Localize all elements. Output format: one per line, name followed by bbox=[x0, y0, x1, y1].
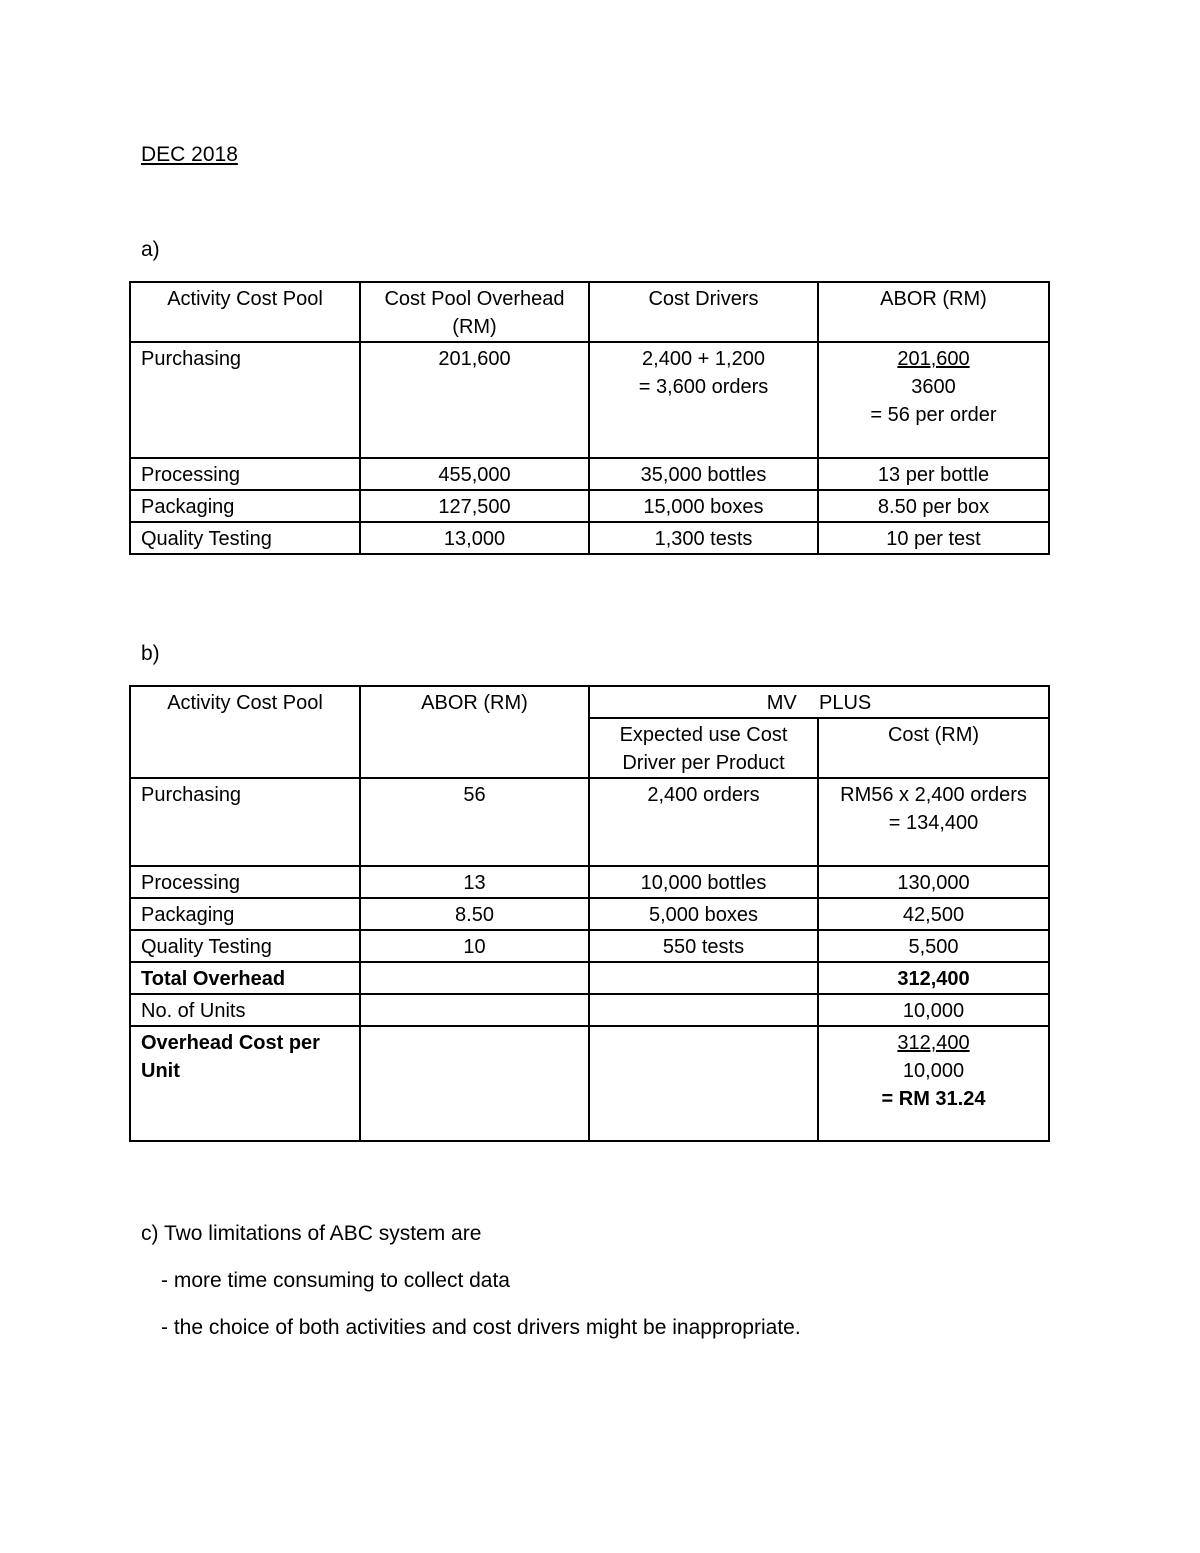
row-overhead: 13,000 bbox=[360, 522, 589, 554]
abor-numerator: 201,600 bbox=[897, 348, 970, 370]
per-unit-numerator: 312,400 bbox=[897, 1032, 970, 1054]
per-unit-row bbox=[130, 1026, 1049, 1141]
row-name: Processing bbox=[130, 458, 360, 490]
per-unit-denominator: 10,000 bbox=[902, 1060, 965, 1082]
empty-cell bbox=[589, 994, 818, 1026]
row-abor: 8.50 per box bbox=[818, 490, 1049, 522]
total-overhead-value: 312,400 bbox=[818, 962, 1049, 994]
row-driver: 15,000 boxes bbox=[589, 490, 818, 522]
abor-denominator: 3600 bbox=[911, 376, 956, 398]
table-row bbox=[130, 930, 1049, 962]
header-expected-use: Expected use Cost Driver per Product bbox=[589, 718, 818, 778]
row-name: Purchasing bbox=[130, 342, 360, 458]
table-row bbox=[130, 490, 1049, 522]
part-a-label: a) bbox=[141, 238, 160, 261]
empty-cell bbox=[360, 994, 589, 1026]
cost-result: = 134,400 bbox=[888, 812, 979, 834]
per-unit-value bbox=[818, 1026, 1049, 1141]
row-driver bbox=[589, 342, 818, 458]
page-title: DEC 2018 bbox=[141, 143, 238, 166]
total-overhead-row bbox=[130, 962, 1049, 994]
row-overhead: 201,600 bbox=[360, 342, 589, 458]
cost-calculation: RM56 x 2,400 orders bbox=[840, 784, 1027, 806]
header-cost: Cost (RM) bbox=[818, 718, 1049, 778]
header-abor: ABOR (RM) bbox=[818, 282, 1049, 342]
row-overhead: 455,000 bbox=[360, 458, 589, 490]
row-name: Quality Testing bbox=[130, 522, 360, 554]
empty-cell bbox=[360, 962, 589, 994]
row-name: Packaging bbox=[130, 898, 360, 930]
header-activity-cost-pool: Activity Cost Pool bbox=[130, 686, 360, 778]
total-overhead-label: Total Overhead bbox=[130, 962, 360, 994]
header-product-name: MV PLUS bbox=[589, 686, 1049, 718]
limitation-item: - more time consuming to collect data bbox=[161, 1269, 510, 1292]
per-unit-result: = RM 31.24 bbox=[881, 1088, 986, 1110]
table-row bbox=[130, 778, 1049, 866]
units-label: No. of Units bbox=[130, 994, 360, 1026]
limitation-item: - the choice of both activities and cost drivers might be inappropriate. bbox=[161, 1316, 801, 1339]
row-cost: 130,000 bbox=[818, 866, 1049, 898]
row-name: Packaging bbox=[130, 490, 360, 522]
header-activity-cost-pool: Activity Cost Pool bbox=[130, 282, 360, 342]
per-unit-label-line1: Overhead Cost per bbox=[141, 1032, 320, 1054]
empty-cell bbox=[360, 1026, 589, 1141]
driver-sum: 2,400 + 1,200 bbox=[642, 348, 765, 370]
per-unit-label bbox=[130, 1026, 360, 1141]
row-name: Quality Testing bbox=[130, 930, 360, 962]
per-unit-label-line2: Unit bbox=[141, 1060, 180, 1082]
row-driver: 1,300 tests bbox=[589, 522, 818, 554]
row-cost: 5,500 bbox=[818, 930, 1049, 962]
table-row bbox=[130, 522, 1049, 554]
row-abor bbox=[818, 342, 1049, 458]
row-name: Processing bbox=[130, 866, 360, 898]
row-abor: 13 per bottle bbox=[818, 458, 1049, 490]
row-expected: 550 tests bbox=[589, 930, 818, 962]
abor-result: = 56 per order bbox=[870, 404, 997, 426]
row-abor: 10 per test bbox=[818, 522, 1049, 554]
units-row bbox=[130, 994, 1049, 1026]
row-overhead: 127,500 bbox=[360, 490, 589, 522]
row-abor: 13 bbox=[360, 866, 589, 898]
row-abor: 8.50 bbox=[360, 898, 589, 930]
row-expected: 2,400 orders bbox=[589, 778, 818, 866]
table-header-row bbox=[130, 282, 1049, 342]
table-row bbox=[130, 898, 1049, 930]
table-header-row bbox=[130, 686, 1049, 718]
product-cost-table bbox=[129, 685, 1050, 1142]
table-row bbox=[130, 866, 1049, 898]
row-name: Purchasing bbox=[130, 778, 360, 866]
header-cost-pool-overhead: Cost Pool Overhead (RM) bbox=[360, 282, 589, 342]
table-row bbox=[130, 342, 1049, 458]
part-c-intro: c) Two limitations of ABC system are bbox=[141, 1222, 482, 1245]
row-cost bbox=[818, 778, 1049, 866]
header-abor: ABOR (RM) bbox=[360, 686, 589, 778]
empty-cell bbox=[589, 962, 818, 994]
driver-total: = 3,600 orders bbox=[638, 376, 769, 398]
table-row bbox=[130, 458, 1049, 490]
abor-table bbox=[129, 281, 1050, 555]
row-cost: 42,500 bbox=[818, 898, 1049, 930]
part-b-label: b) bbox=[141, 642, 160, 665]
header-cost-drivers: Cost Drivers bbox=[589, 282, 818, 342]
units-value: 10,000 bbox=[818, 994, 1049, 1026]
row-expected: 10,000 bottles bbox=[589, 866, 818, 898]
row-expected: 5,000 boxes bbox=[589, 898, 818, 930]
row-abor: 10 bbox=[360, 930, 589, 962]
row-abor: 56 bbox=[360, 778, 589, 866]
empty-cell bbox=[589, 1026, 818, 1141]
row-driver: 35,000 bottles bbox=[589, 458, 818, 490]
